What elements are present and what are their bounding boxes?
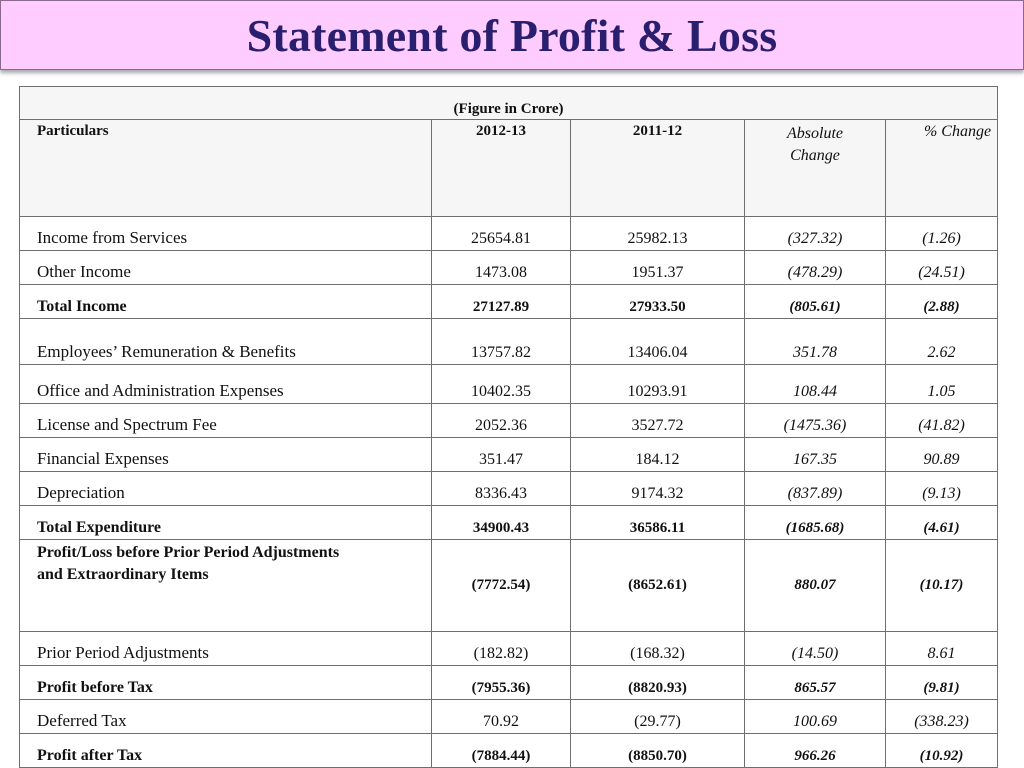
table-row-total-income	[20, 285, 998, 319]
value-2011-12: 184.12	[571, 438, 745, 472]
table-row	[20, 438, 998, 472]
row-label: Profit before Tax	[20, 666, 432, 700]
row-label-line2: and Extraordinary Items	[37, 566, 209, 583]
row-label: Other Income	[20, 251, 432, 285]
value-2011-12: (8850.70)	[571, 734, 745, 768]
row-label: License and Spectrum Fee	[20, 404, 432, 438]
value-2011-12: 3527.72	[571, 404, 745, 438]
value-absolute-change: (805.61)	[745, 285, 886, 319]
row-label: Financial Expenses	[20, 438, 432, 472]
value-absolute-change: 351.78	[745, 319, 886, 365]
value-absolute-change: (327.32)	[745, 217, 886, 251]
value-2012-13: (7955.36)	[432, 666, 571, 700]
value-percent-change: (9.13)	[886, 472, 998, 506]
value-2011-12: 10293.91	[571, 365, 745, 404]
value-2011-12: 9174.32	[571, 472, 745, 506]
value-absolute-change: 108.44	[745, 365, 886, 404]
row-label	[20, 540, 432, 632]
value-percent-change: (338.23)	[886, 700, 998, 734]
row-label: Total Expenditure	[20, 506, 432, 540]
table-row-profit-after-tax	[20, 734, 998, 768]
header-percent-change: % Change	[886, 120, 998, 217]
value-percent-change: (24.51)	[886, 251, 998, 285]
value-absolute-change: (837.89)	[745, 472, 886, 506]
value-2011-12: (168.32)	[571, 632, 745, 666]
value-percent-change: 8.61	[886, 632, 998, 666]
row-label-line1: Profit/Loss before Prior Period Adjustments	[37, 544, 340, 561]
table-row-profit-before-prior-period	[20, 540, 998, 632]
unit-row	[20, 87, 998, 120]
value-2011-12: 27933.50	[571, 285, 745, 319]
value-2011-12: 1951.37	[571, 251, 745, 285]
value-2012-13: 27127.89	[432, 285, 571, 319]
header-absolute-line2: Change	[790, 147, 840, 164]
header-2011-12: 2011-12	[571, 120, 745, 217]
value-absolute-change: 100.69	[745, 700, 886, 734]
table-row-total-expenditure	[20, 506, 998, 540]
table-row	[20, 700, 998, 734]
value-2011-12: 36586.11	[571, 506, 745, 540]
value-absolute-change: 167.35	[745, 438, 886, 472]
header-row	[20, 120, 998, 217]
value-percent-change: (10.17)	[886, 540, 998, 632]
row-label: Income from Services	[20, 217, 432, 251]
value-absolute-change: (1685.68)	[745, 506, 886, 540]
value-percent-change: (41.82)	[886, 404, 998, 438]
value-2011-12: (8652.61)	[571, 540, 745, 632]
table-row	[20, 319, 998, 365]
header-absolute-line1: Absolute	[787, 125, 843, 142]
value-2012-13: 25654.81	[432, 217, 571, 251]
value-absolute-change: 865.57	[745, 666, 886, 700]
header-2012-13: 2012-13	[432, 120, 571, 217]
title-banner	[0, 0, 1024, 70]
header-particulars: Particulars	[20, 120, 432, 217]
value-2012-13: 2052.36	[432, 404, 571, 438]
profit-loss-table	[19, 86, 998, 768]
row-label: Employees’ Remuneration & Benefits	[20, 319, 432, 365]
value-2012-13: 1473.08	[432, 251, 571, 285]
table-row	[20, 365, 998, 404]
value-2012-13: 34900.43	[432, 506, 571, 540]
value-percent-change: (9.81)	[886, 666, 998, 700]
table-row	[20, 251, 998, 285]
row-label: Prior Period Adjustments	[20, 632, 432, 666]
value-percent-change: 1.05	[886, 365, 998, 404]
table-row	[20, 217, 998, 251]
unit-note: (Figure in Crore)	[20, 87, 998, 120]
value-absolute-change: (1475.36)	[745, 404, 886, 438]
value-percent-change: (4.61)	[886, 506, 998, 540]
page-title: Statement of Profit & Loss	[246, 9, 778, 61]
value-absolute-change: 966.26	[745, 734, 886, 768]
value-2012-13: 8336.43	[432, 472, 571, 506]
table-row	[20, 404, 998, 438]
table-row	[20, 632, 998, 666]
value-2011-12: 13406.04	[571, 319, 745, 365]
value-absolute-change: 880.07	[745, 540, 886, 632]
value-2012-13: 70.92	[432, 700, 571, 734]
value-2012-13: (182.82)	[432, 632, 571, 666]
row-label: Depreciation	[20, 472, 432, 506]
value-2012-13: (7772.54)	[432, 540, 571, 632]
value-2011-12: (29.77)	[571, 700, 745, 734]
value-2011-12: (8820.93)	[571, 666, 745, 700]
value-percent-change: (2.88)	[886, 285, 998, 319]
value-percent-change: (10.92)	[886, 734, 998, 768]
header-absolute-change	[745, 120, 886, 217]
value-percent-change: (1.26)	[886, 217, 998, 251]
row-label: Deferred Tax	[20, 700, 432, 734]
value-2011-12: 25982.13	[571, 217, 745, 251]
value-absolute-change: (478.29)	[745, 251, 886, 285]
value-2012-13: 13757.82	[432, 319, 571, 365]
value-percent-change: 90.89	[886, 438, 998, 472]
value-2012-13: 10402.35	[432, 365, 571, 404]
row-label: Profit after Tax	[20, 734, 432, 768]
table-row	[20, 472, 998, 506]
value-2012-13: (7884.44)	[432, 734, 571, 768]
value-percent-change: 2.62	[886, 319, 998, 365]
value-2012-13: 351.47	[432, 438, 571, 472]
value-absolute-change: (14.50)	[745, 632, 886, 666]
table-row-profit-before-tax	[20, 666, 998, 700]
row-label: Office and Administration Expenses	[20, 365, 432, 404]
row-label: Total Income	[20, 285, 432, 319]
